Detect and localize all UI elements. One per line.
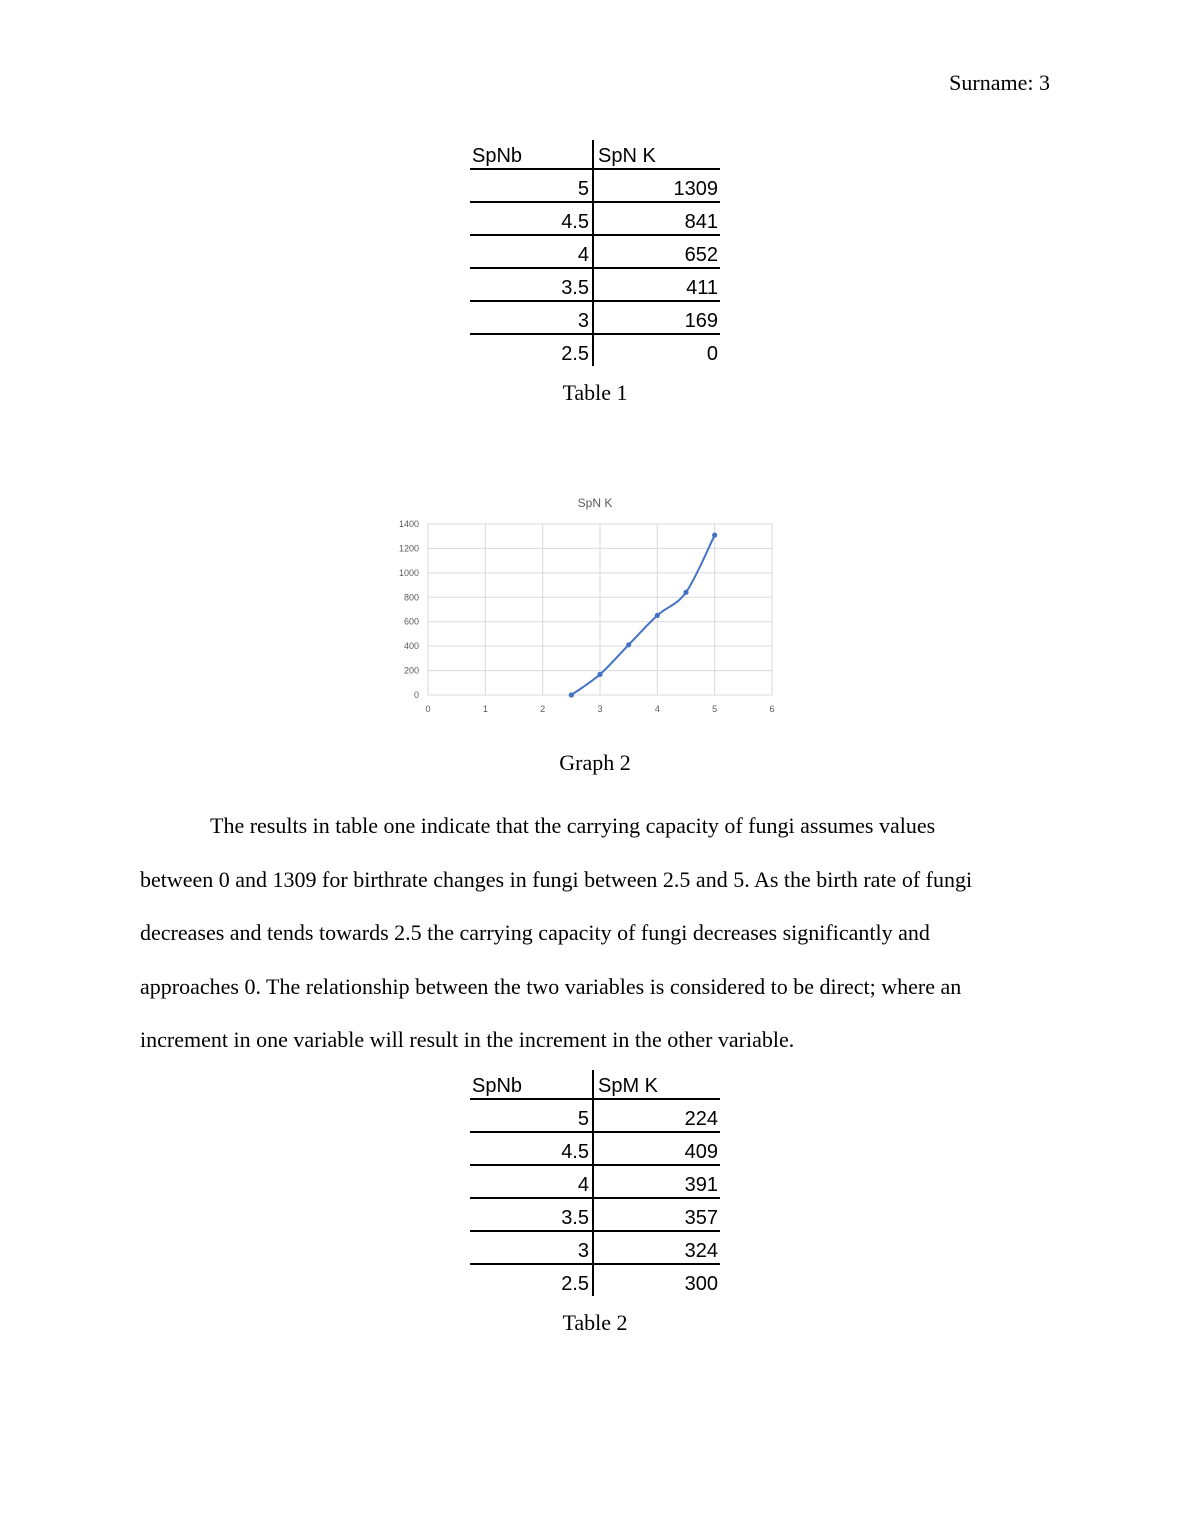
table-cell: 300 [684,1273,718,1295]
chart-title: SpN K [577,496,613,510]
table-header-cell: SpN K [598,145,656,167]
paragraph-line: between 0 and 1309 for birthrate changes in fungi between 2.5 and 5. As the birth rate of fungi [140,866,973,892]
table-row [470,170,720,203]
table-cell: 841 [684,211,718,233]
table-row [470,1133,720,1166]
table-cell: 3 [470,302,594,333]
data-point [683,590,688,595]
table-cell: 324 [684,1240,718,1262]
table-cell: 5 [470,170,594,201]
data-point [569,692,574,697]
table-cell: 2.5 [470,335,594,366]
x-tick-label: 0 [425,704,431,714]
table-1 [470,140,720,366]
x-tick-label: 3 [597,704,603,714]
table-cell: 0 [706,343,718,365]
page-header: Surname: 3 [949,70,1050,95]
y-tick-label: 400 [403,641,419,652]
table-header-cell: SpM K [598,1075,659,1097]
table-cell: 3.5 [470,269,594,300]
data-point [655,613,660,618]
data-point [626,642,631,647]
table-row [470,269,720,302]
x-axis-ticks [425,704,774,714]
table-row [470,203,720,236]
graph-2-caption: Graph 2 [559,750,631,775]
table-cell: 169 [684,310,718,332]
table-cell: 3 [470,1232,594,1263]
y-tick-label: 1000 [398,567,419,578]
table-row [470,1166,720,1199]
line-chart [390,490,790,720]
table-header-row [470,1070,720,1100]
table-cell: 391 [684,1174,718,1196]
x-tick-label: 6 [769,704,775,714]
table-cell: 2.5 [470,1265,594,1296]
table-cell: 224 [684,1108,718,1130]
table-2 [470,1070,720,1296]
table-cell: 409 [684,1141,718,1163]
y-tick-label: 1400 [398,519,419,529]
table-cell: 5 [470,1100,594,1131]
table-cell: 4.5 [470,1133,594,1164]
table-cell: 4 [470,236,594,267]
table-cell: 357 [684,1207,718,1229]
chart-grid [428,524,772,695]
paragraph-line: increment in one variable will result in the increment in the other variable. [140,1027,795,1052]
paragraph-line: The results in table one indicate that the carrying capacity of fungi assumes values [210,813,936,838]
table-header-cell: SpNb [470,1070,594,1098]
table-cell: 4.5 [470,203,594,234]
table-header-row [470,140,720,170]
y-tick-label: 200 [403,665,419,676]
table-row [470,335,720,366]
x-tick-label: 1 [482,704,488,714]
y-tick-label: 0 [413,690,419,700]
table-cell: 3.5 [470,1199,594,1230]
paragraph-line: decreases and tends towards 2.5 the carrying capacity of fungi decreases significantly and [140,920,930,945]
table-row [470,236,720,269]
table-header-cell: SpNb [470,140,594,168]
table-1-caption: Table 1 [562,380,628,405]
chart-series [569,533,718,698]
x-tick-label: 5 [712,704,718,714]
table-cell: 652 [684,244,718,266]
y-tick-label: 600 [403,616,419,627]
y-tick-label: 800 [403,592,419,603]
y-tick-label: 1200 [398,543,419,554]
data-point [597,672,602,677]
table-row [470,1265,720,1296]
data-point [712,533,717,538]
table-row [470,1232,720,1265]
table-row [470,1199,720,1232]
y-axis-ticks [399,519,419,700]
paragraph-line: approaches 0. The relationship between the two variables is considered to be direct; where an [140,973,962,999]
table-cell: 1309 [673,178,718,200]
table-2-caption: Table 2 [562,1310,628,1335]
table-row [470,302,720,335]
table-cell: 411 [686,277,718,299]
x-tick-label: 2 [540,704,546,714]
body-paragraph [140,799,1050,1067]
x-tick-label: 4 [654,704,660,714]
table-cell: 4 [470,1166,594,1197]
table-row [470,1100,720,1133]
